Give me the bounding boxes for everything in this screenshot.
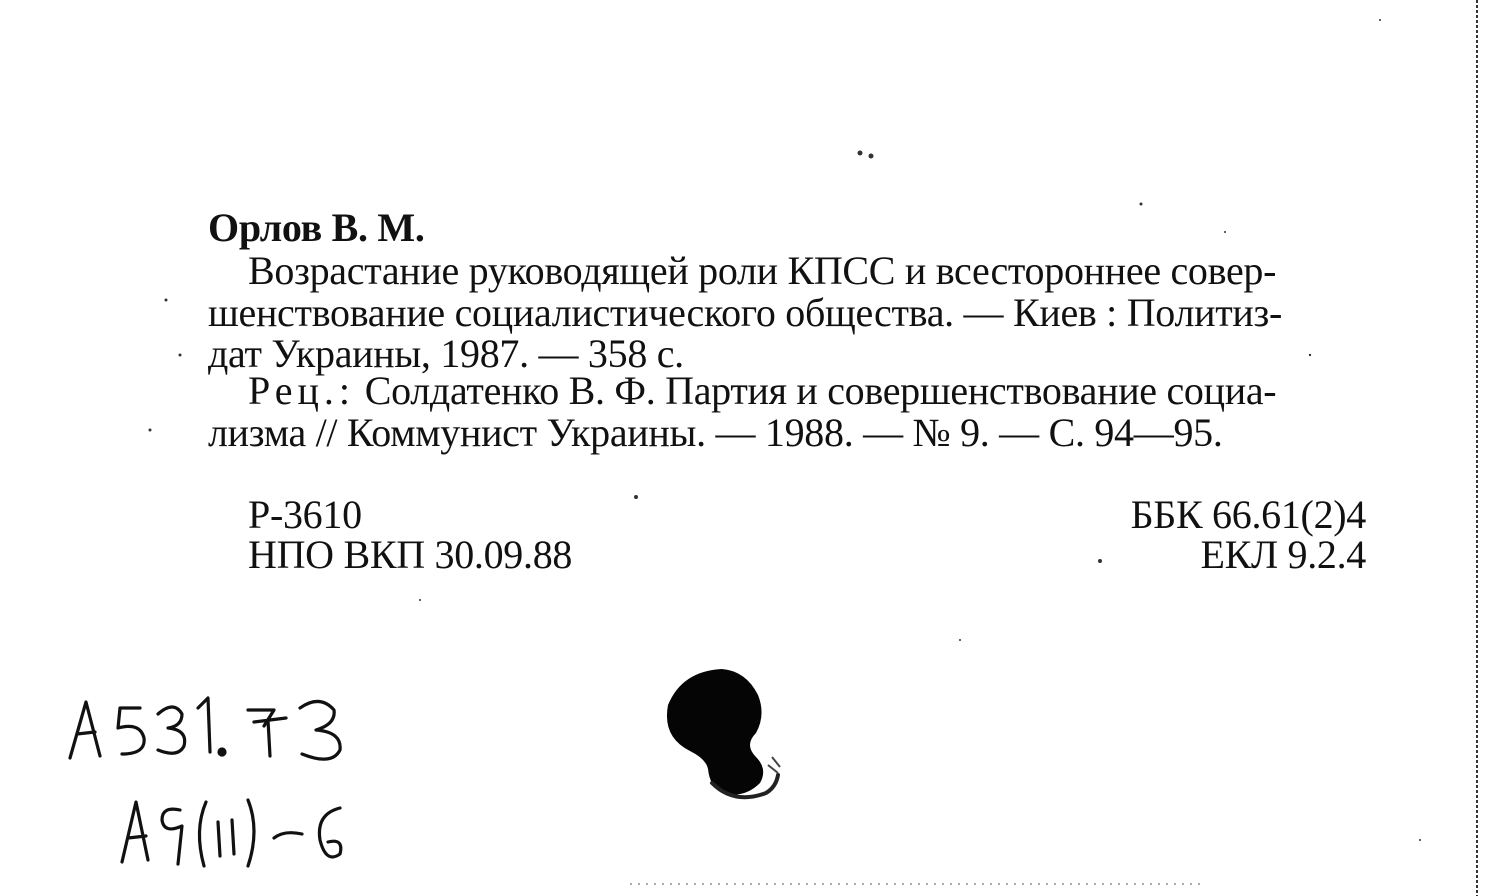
entry-line-1: Возрастание руководящей роли КПСС и всестороннее совер-	[248, 248, 1277, 293]
review-line-1	[248, 368, 1277, 413]
publisher-code: НПО ВКП 30.09.88	[248, 532, 573, 577]
order-code: Р-3610	[248, 492, 362, 537]
entry-line-2: шенствование социалистического общества. — Киев : Политиз-	[208, 290, 1283, 335]
review-label: Рец.:	[248, 368, 355, 413]
ekl-code: ЕКЛ 9.2.4	[1200, 532, 1366, 577]
scan-edge	[1474, 0, 1480, 896]
bbk-code: ББК 66.61(2)4	[1130, 492, 1366, 537]
review-text-1: Солдатенко В. Ф. Партия и совершенствование социа-	[355, 368, 1277, 413]
punch-hole	[660, 665, 790, 815]
review-line-2: лизма // Коммунист Украины. — 1988. — № 9. — С. 94—95.	[208, 410, 1223, 455]
entry-line-3: дат Украины, 1987. — 358 с.	[208, 331, 684, 376]
handwritten-shelf-marks	[50, 670, 470, 890]
author-name: Орлов В. М.	[208, 205, 425, 250]
